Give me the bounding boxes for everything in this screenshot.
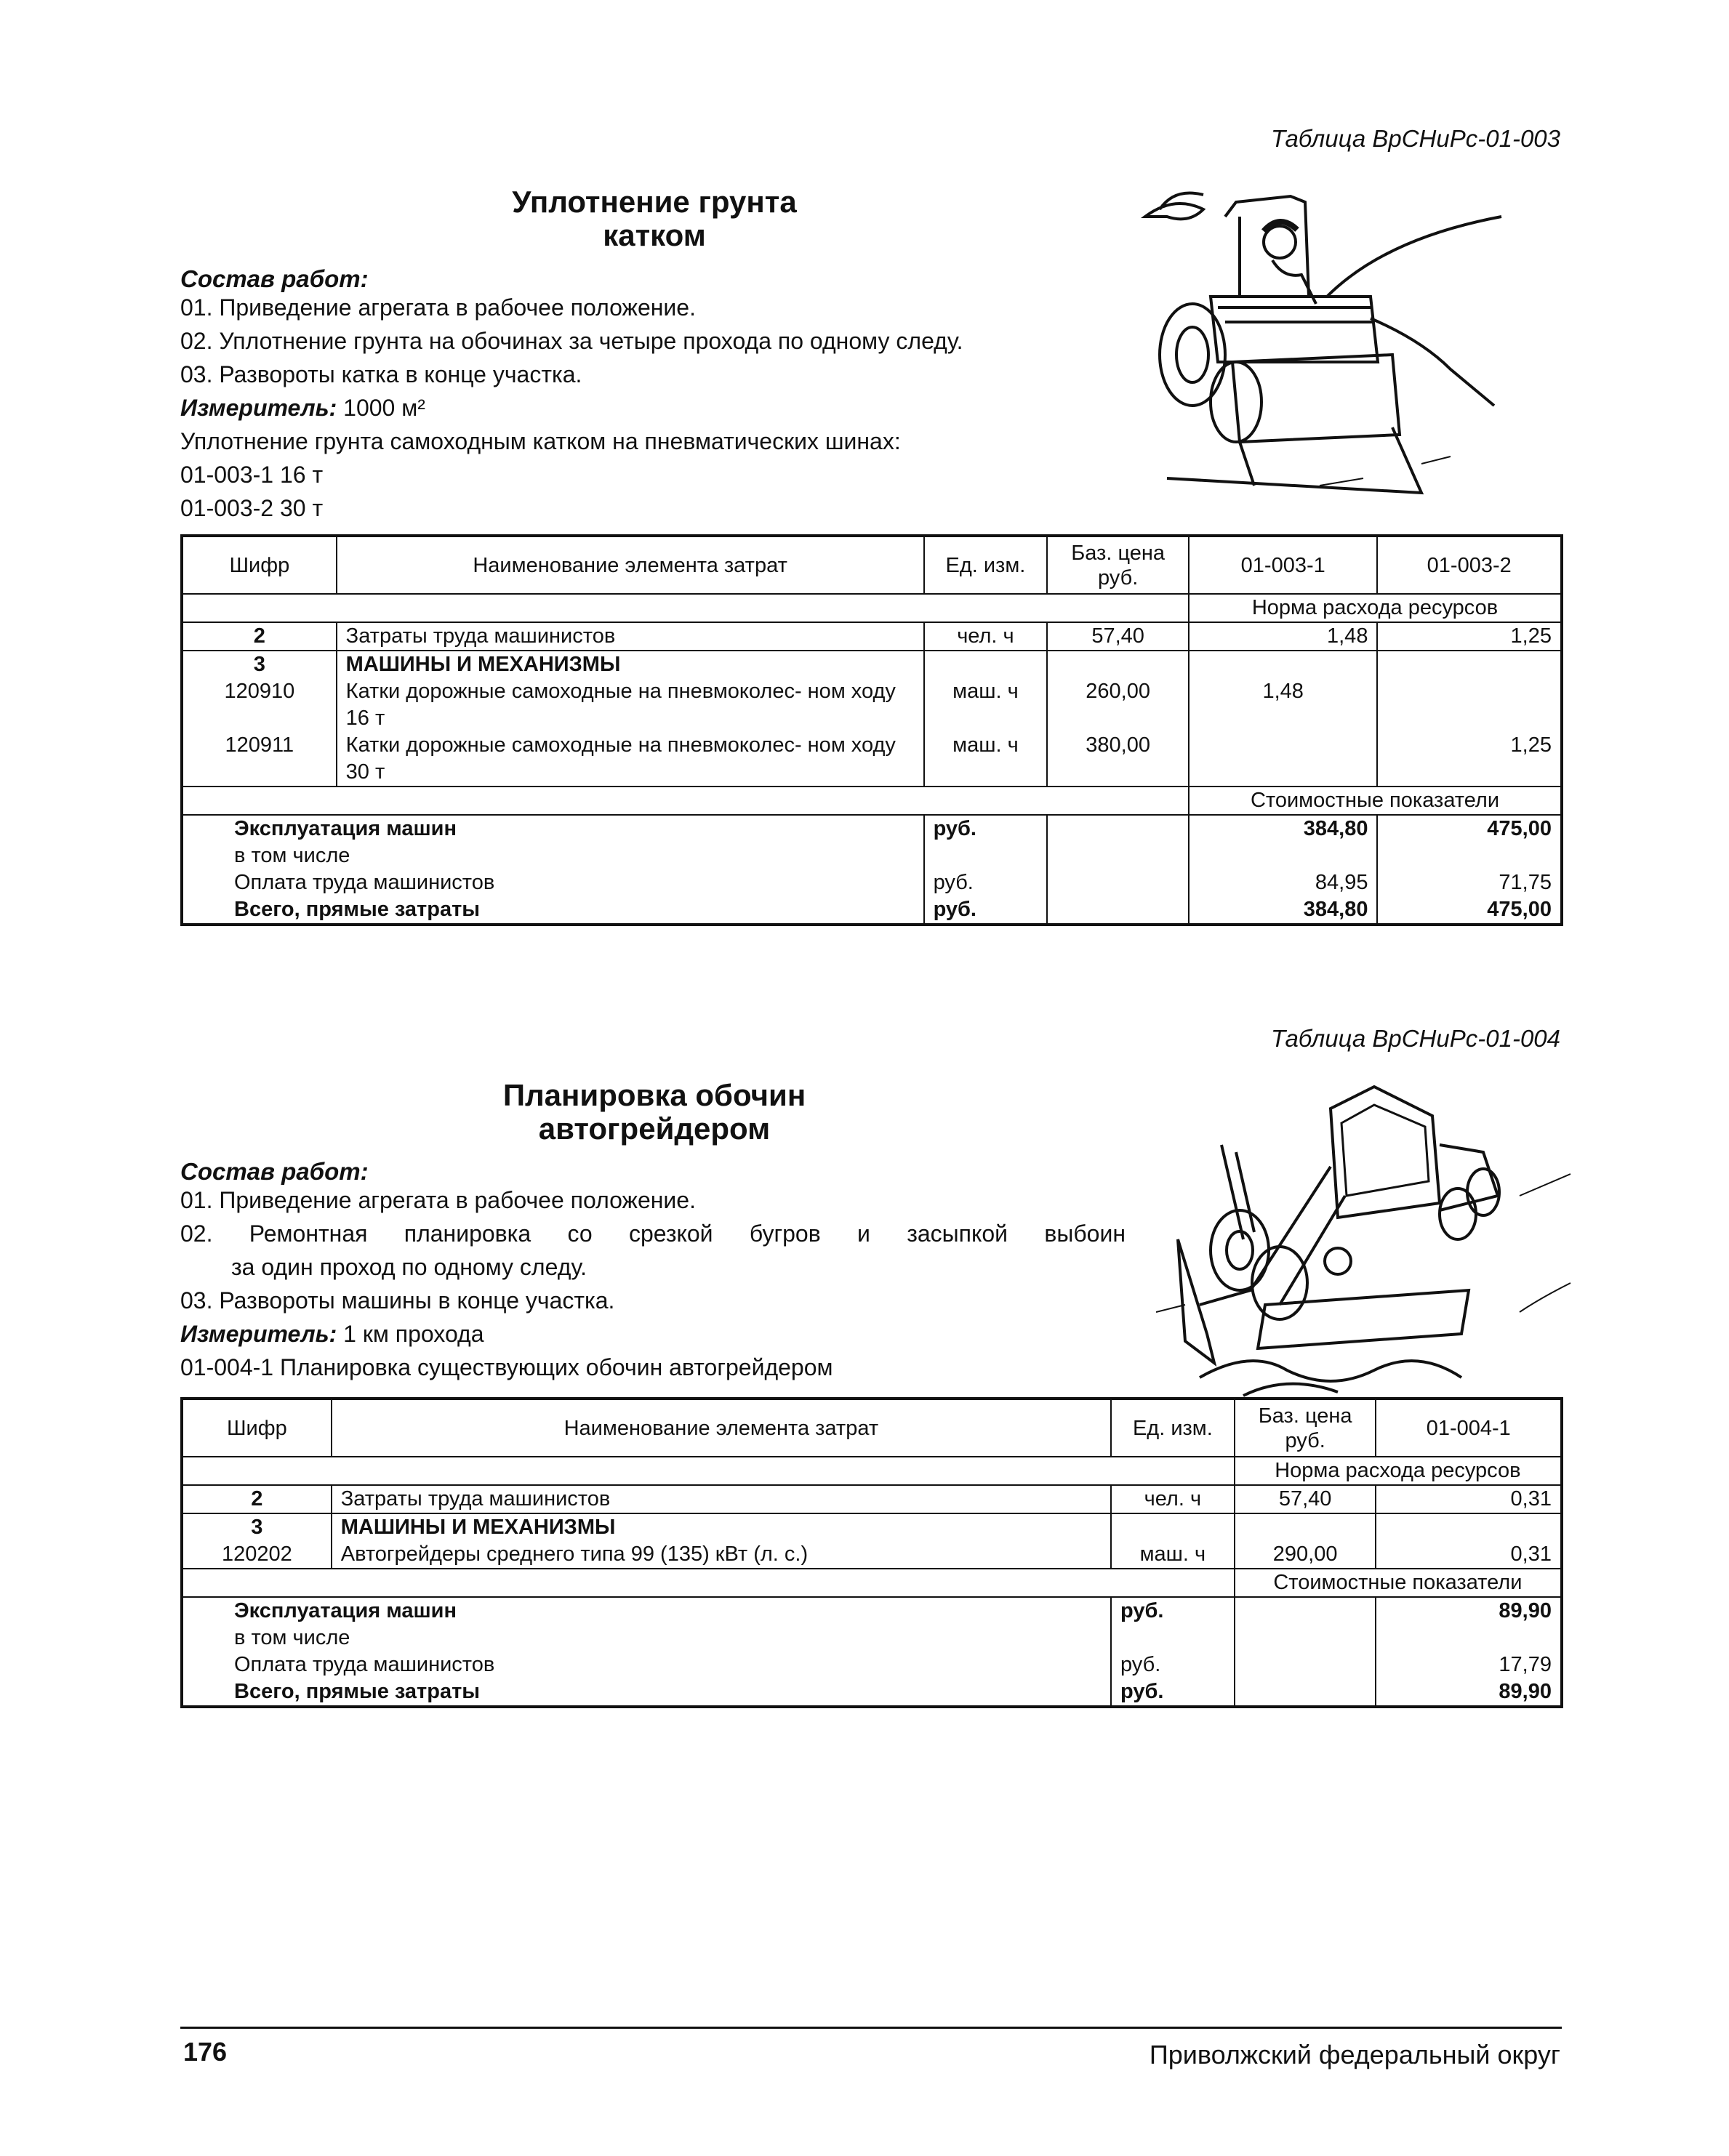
cell-value: 475,00 xyxy=(1377,815,1562,842)
cell-unit: чел. ч xyxy=(924,622,1048,651)
cell-value: 384,80 xyxy=(1189,896,1377,925)
cell-unit: маш. ч xyxy=(924,678,1048,732)
col-header-variant-1: 01-004-1 xyxy=(1376,1399,1562,1457)
cell-name: в том числе xyxy=(182,1625,1111,1652)
table-row xyxy=(182,1625,1562,1652)
title-line-2: автогрейдером xyxy=(538,1111,771,1146)
band-cost-indicators: Стоимостные показатели xyxy=(1189,787,1562,815)
table-row xyxy=(182,732,1562,787)
work-step: 03. Развороты катка в конце участка. xyxy=(180,361,582,387)
cell-unit: руб. xyxy=(924,896,1048,925)
work-steps-list xyxy=(180,1183,696,1217)
section-title-grading xyxy=(407,1079,902,1146)
table-label-004: Таблица ВрСНиРс-01-004 xyxy=(1271,1025,1560,1052)
cell-price: 380,00 xyxy=(1047,732,1189,787)
variant: 01-003-2 30 т xyxy=(180,495,324,521)
variant: 01-004-1 Планировка существующих обочин автогрейдером xyxy=(180,1354,833,1380)
work-step-continuation: за один проход по одному следу. xyxy=(231,1254,587,1280)
cell-name: МАШИНЫ И МЕХАНИЗМЫ xyxy=(337,651,924,678)
resource-table-003 xyxy=(180,534,1563,926)
work-step: 03. Развороты машины в конце участка. xyxy=(180,1287,615,1314)
cell-name: Всего, прямые затраты xyxy=(182,1678,1111,1707)
cell-unit: маш. ч xyxy=(1111,1541,1235,1569)
cell-code: 120910 xyxy=(182,678,337,732)
resource-table-004 xyxy=(180,1397,1563,1708)
cell-code: 2 xyxy=(182,1485,332,1513)
cell-code: 120202 xyxy=(182,1541,332,1569)
cell-name: Эксплуатация машин xyxy=(182,1597,1111,1625)
table-row xyxy=(182,678,1562,732)
cell-price: 57,40 xyxy=(1235,1485,1376,1513)
table-row xyxy=(182,869,1562,896)
cell-value: 1,25 xyxy=(1377,732,1562,787)
cell-unit: маш. ч xyxy=(924,732,1048,787)
cell-name: Катки дорожные самоходные на пневмоколес- ном ходу 30 т xyxy=(337,732,924,787)
measure-value: 1000 м² xyxy=(343,395,425,421)
motor-grader-illustration xyxy=(1156,1072,1578,1399)
cell-value: 384,80 xyxy=(1189,815,1377,842)
table-row xyxy=(182,651,1562,678)
col-header-code: Шифр xyxy=(182,536,337,594)
col-header-price: Баз. цена руб. xyxy=(1047,536,1189,594)
table-row xyxy=(182,1678,1562,1707)
col-header-unit: Ед. изм. xyxy=(924,536,1048,594)
band-resource-norms: Норма расхода ресурсов xyxy=(1189,594,1562,622)
work-step: 02. Уплотнение грунта на обочинах за четыре прохода по одному следу. xyxy=(180,328,963,354)
cell-value: 0,31 xyxy=(1376,1485,1562,1513)
col-header-price: Баз. цена руб. xyxy=(1235,1399,1376,1457)
cell-value: 0,31 xyxy=(1376,1541,1562,1569)
cell-code: 3 xyxy=(182,1513,332,1541)
cell-name: в том числе xyxy=(182,842,924,869)
section-title-compaction xyxy=(407,185,902,252)
work-step: 01. Приведение агрегата в рабочее положение. xyxy=(180,294,696,321)
table-row xyxy=(182,1597,1562,1625)
cell-unit: руб. xyxy=(924,869,1048,896)
cell-unit: руб. xyxy=(1111,1652,1235,1678)
title-line-2: катком xyxy=(603,218,706,252)
measure-heading: Измеритель: xyxy=(180,1321,337,1347)
band-cost-indicators: Стоимостные показатели xyxy=(1235,1569,1562,1597)
work-steps-list xyxy=(180,291,963,525)
cell-name: Оплата труда машинистов xyxy=(182,1652,1111,1678)
band-resource-norms: Норма расхода ресурсов xyxy=(1235,1457,1562,1485)
table-row xyxy=(182,842,1562,869)
col-header-code: Шифр xyxy=(182,1399,332,1457)
cell-unit: чел. ч xyxy=(1111,1485,1235,1513)
variant: 01-003-1 16 т xyxy=(180,462,324,488)
table-row xyxy=(182,896,1562,925)
measure-heading: Измеритель: xyxy=(180,395,337,421)
cell-name: Оплата труда машинистов xyxy=(182,869,924,896)
table-row xyxy=(182,815,1562,842)
col-header-name: Наименование элемента затрат xyxy=(332,1399,1111,1457)
cell-name: Автогрейдеры среднего типа 99 (135) кВт (л. с.) xyxy=(332,1541,1111,1569)
table-row xyxy=(182,622,1562,651)
measure-line xyxy=(180,1317,484,1351)
cell-value: 89,90 xyxy=(1376,1678,1562,1707)
cell-price: 57,40 xyxy=(1047,622,1189,651)
cell-value xyxy=(1189,732,1377,787)
page-number: 176 xyxy=(183,2037,228,2067)
description: Уплотнение грунта самоходным катком на пневматических шинах: xyxy=(180,428,901,454)
title-line-1: Уплотнение грунта xyxy=(512,185,797,219)
table-row xyxy=(182,1485,1562,1513)
composition-heading: Состав работ: xyxy=(180,1158,369,1185)
cell-code: 3 xyxy=(182,651,337,678)
col-header-variant-1: 01-003-1 xyxy=(1189,536,1377,594)
cell-name: Затраты труда машинистов xyxy=(337,622,924,651)
cell-price: 290,00 xyxy=(1235,1541,1376,1569)
col-header-unit: Ед. изм. xyxy=(1111,1399,1235,1457)
cell-price: 260,00 xyxy=(1047,678,1189,732)
cell-value: 84,95 xyxy=(1189,869,1377,896)
cell-name: Всего, прямые затраты xyxy=(182,896,924,925)
cell-name: МАШИНЫ И МЕХАНИЗМЫ xyxy=(332,1513,1111,1541)
road-roller-illustration xyxy=(1131,188,1516,507)
composition-heading: Состав работ: xyxy=(180,265,369,292)
cell-unit: руб. xyxy=(924,815,1048,842)
cell-value: 71,75 xyxy=(1377,869,1562,896)
cell-value: 17,79 xyxy=(1376,1652,1562,1678)
work-step: 01. Приведение агрегата в рабочее положение. xyxy=(180,1187,696,1213)
cell-unit: руб. xyxy=(1111,1597,1235,1625)
cell-name: Затраты труда машинистов xyxy=(332,1485,1111,1513)
cell-value: 1,48 xyxy=(1189,622,1377,651)
measure-value: 1 км прохода xyxy=(343,1321,484,1347)
work-step: 02. Ремонтная планировка со срезкой бугров и засыпкой выбоин xyxy=(180,1220,1126,1247)
col-header-name: Наименование элемента затрат xyxy=(337,536,924,594)
cell-code: 120911 xyxy=(182,732,337,787)
cell-name: Эксплуатация машин xyxy=(182,815,924,842)
footer-rule xyxy=(180,2027,1562,2029)
cell-value: 1,48 xyxy=(1189,678,1377,732)
table-label-003: Таблица ВрСНиРс-01-003 xyxy=(1271,125,1560,152)
region-name: Приволжский федеральный округ xyxy=(1149,2040,1560,2069)
cell-value: 89,90 xyxy=(1376,1597,1562,1625)
cell-value: 475,00 xyxy=(1377,896,1562,925)
cell-value xyxy=(1377,678,1562,732)
cell-unit: руб. xyxy=(1111,1678,1235,1707)
cell-value: 1,25 xyxy=(1377,622,1562,651)
col-header-variant-2: 01-003-2 xyxy=(1377,536,1562,594)
measure-line xyxy=(180,391,963,425)
cell-code: 2 xyxy=(182,622,337,651)
title-line-1: Планировка обочин xyxy=(502,1078,806,1112)
cell-name: Катки дорожные самоходные на пневмоколес- ном ходу 16 т xyxy=(337,678,924,732)
table-row xyxy=(182,1652,1562,1678)
table-row xyxy=(182,1541,1562,1569)
table-row xyxy=(182,1513,1562,1541)
